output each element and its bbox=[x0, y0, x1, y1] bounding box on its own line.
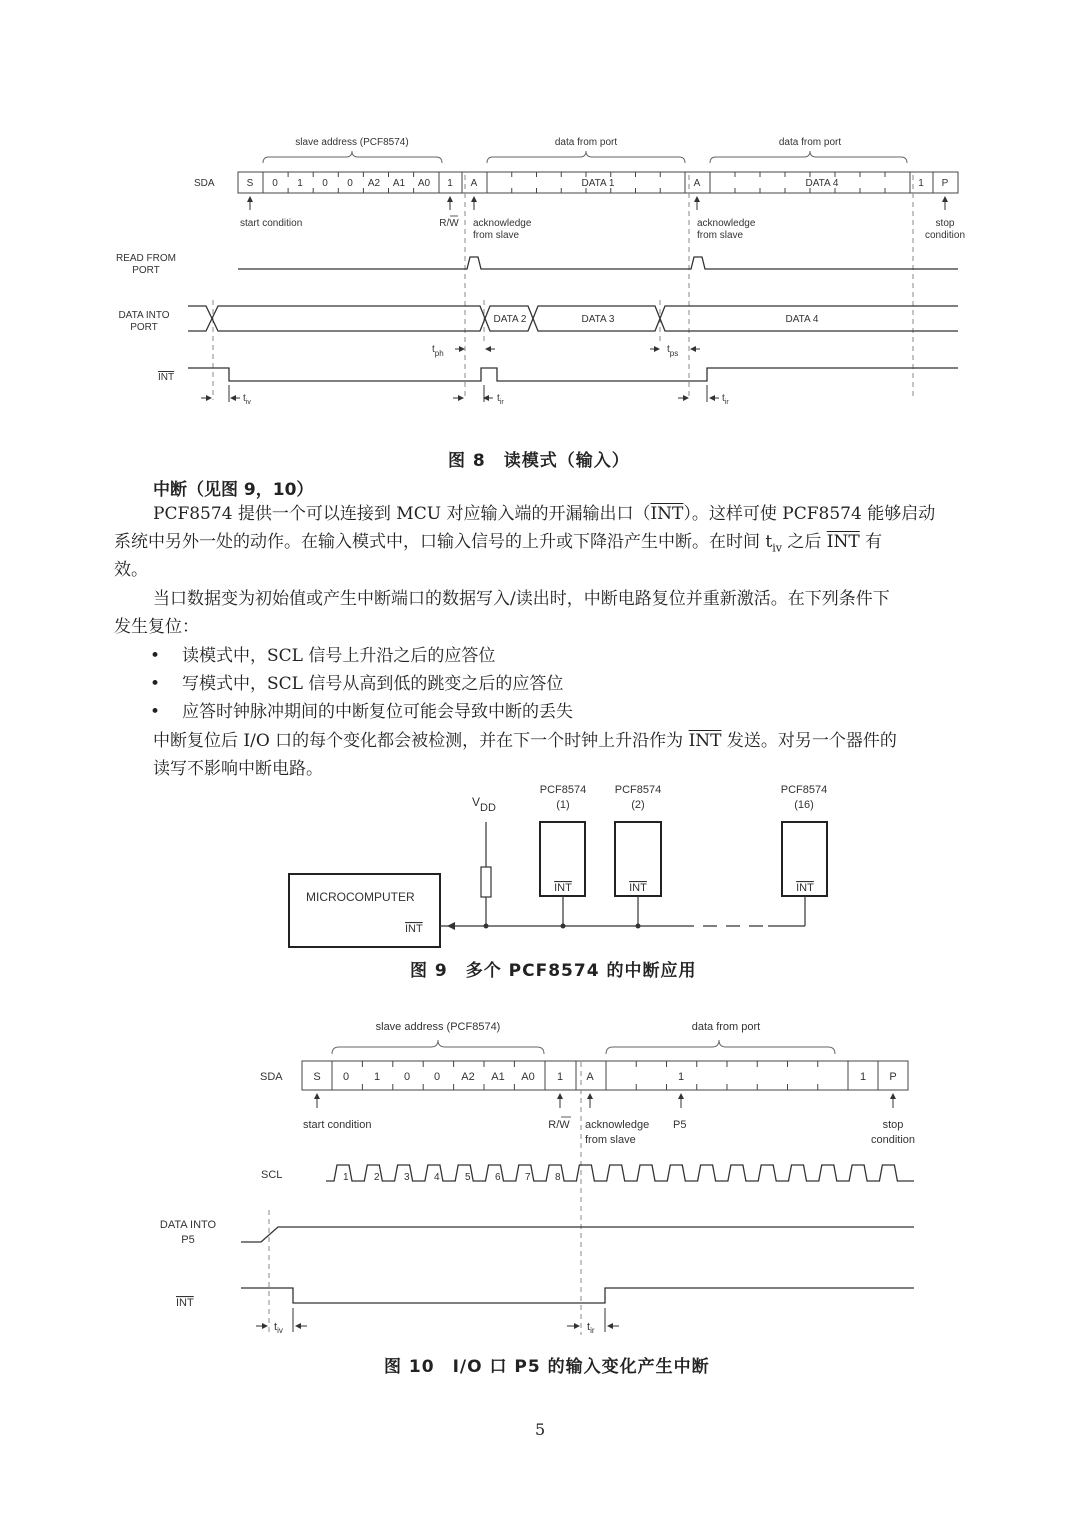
sda-cell: 1 bbox=[677, 1071, 685, 1083]
scl-pulse-number: 1 bbox=[343, 1172, 349, 1183]
data-into-p5-label-b: P5 bbox=[181, 1234, 195, 1246]
paragraph-3-line-2: 读写不影响中断电路。 bbox=[153, 759, 323, 779]
sda-cell: 0 bbox=[272, 178, 278, 189]
sda-cell: A2 bbox=[367, 178, 381, 189]
bullet-icon: • bbox=[150, 674, 161, 694]
start-condition-label: start condition bbox=[303, 1119, 372, 1131]
sda-cell: A1 bbox=[491, 1071, 505, 1083]
bullet-item bbox=[150, 670, 563, 698]
ack-label-1: acknowledge bbox=[473, 218, 532, 229]
dashed-guides bbox=[213, 175, 913, 400]
stop-label: stop bbox=[935, 218, 955, 229]
text-run: 中断复位后 I/O 口的每个变化都会被检测，并在下一个时钟上升沿作为 bbox=[153, 731, 689, 751]
scl-pulse-number: 5 bbox=[465, 1172, 471, 1183]
device-name: PCF8574 bbox=[614, 784, 662, 796]
bullet-icon: • bbox=[150, 702, 161, 722]
ack-label-b: from slave bbox=[585, 1134, 636, 1146]
device-int: INT bbox=[629, 882, 647, 894]
int-overline-text: $\overline{INT}$ bbox=[650, 504, 684, 524]
timing-ticks bbox=[229, 385, 707, 402]
stop-label: stop bbox=[882, 1119, 904, 1131]
sda-cell: 0 bbox=[322, 178, 328, 189]
page-number: 5 bbox=[535, 1420, 546, 1439]
rw-label: R/W bbox=[548, 1119, 570, 1131]
device-name: PCF8574 bbox=[539, 784, 587, 796]
paragraph-2-line-1: 当口数据变为初始值或产生中断端口的数据写入/读出时，中断电路复位并重新激活。在下列条件下 bbox=[153, 589, 890, 609]
sda-cells bbox=[313, 1071, 896, 1083]
bullet-item bbox=[150, 642, 495, 670]
data-into-port-label-b: PORT bbox=[130, 322, 158, 333]
sda-cell: P bbox=[889, 1071, 897, 1083]
sda-cell: 0 bbox=[342, 1071, 350, 1083]
device-int: INT bbox=[554, 882, 572, 894]
sda-cell: A bbox=[470, 178, 478, 189]
sda-cell: 1 bbox=[373, 1071, 381, 1083]
section-heading: 中断（见图 9，10） bbox=[153, 480, 314, 500]
int-signal bbox=[188, 368, 958, 381]
device-2 bbox=[615, 784, 661, 926]
sda-cell: 0 bbox=[433, 1071, 441, 1083]
brace-label-data-from-port-2: data from port bbox=[778, 137, 842, 148]
stop-label-b: condition bbox=[924, 230, 966, 241]
text-run: PCF8574 提供一个可以连接到 MCU 对应输入端的开漏输出口（ bbox=[153, 504, 651, 524]
stop-label-b: condition bbox=[870, 1134, 916, 1146]
data-segment: DATA 3 bbox=[581, 314, 615, 325]
sda-cell: A bbox=[586, 1071, 594, 1083]
bus-arrow-icon bbox=[447, 922, 455, 930]
sda-cell: 1 bbox=[447, 178, 453, 189]
device-16 bbox=[781, 784, 827, 926]
brace-label-data-from-port-1: data from port bbox=[554, 137, 618, 148]
int-label: INT bbox=[176, 1297, 194, 1309]
tir-label: $t_{ir}$ bbox=[497, 393, 504, 406]
text-run: 有 bbox=[859, 532, 883, 552]
sda-cell: 0 bbox=[403, 1071, 411, 1083]
figure-10-diagram bbox=[0, 1010, 1080, 1340]
figure-9-caption: 图 9 多个 PCF8574 的中断应用 bbox=[410, 961, 697, 981]
bullet-text: 读模式中，SCL 信号上升沿之后的应答位 bbox=[182, 646, 496, 666]
int-overline-text: $\overline{INT}$ bbox=[688, 731, 722, 751]
paragraph-1-line-2 bbox=[114, 528, 882, 562]
scl-pulse-number: 8 bbox=[555, 1172, 561, 1183]
text-run: 发送。对另一个器件的 bbox=[721, 731, 897, 751]
bullet-text: 应答时钟脉冲期间的中断复位可能会导致中断的丢失 bbox=[182, 702, 573, 722]
microcomputer-label: MICROCOMPUTER bbox=[306, 890, 415, 904]
tir-label-2: $t_{ir}$ bbox=[722, 393, 729, 406]
sda-cells bbox=[247, 178, 949, 189]
read-from-port-signal bbox=[238, 257, 958, 269]
data-into-port-label: DATA INTO bbox=[118, 310, 170, 321]
sda-cell: S bbox=[313, 1071, 321, 1083]
bullet-icon: • bbox=[150, 646, 161, 666]
data-into-port-signal bbox=[188, 306, 958, 331]
ack-label-2b: from slave bbox=[697, 230, 744, 241]
sda-cell: 1 bbox=[297, 178, 303, 189]
paragraph-1-line-3: 效。 bbox=[114, 560, 148, 580]
ack-label-2: acknowledge bbox=[697, 218, 756, 229]
paragraph-2-line-2: 发生复位： bbox=[114, 617, 199, 637]
device-1 bbox=[540, 784, 586, 926]
annotation-arrows bbox=[250, 197, 945, 210]
vdd-label: VDD bbox=[472, 795, 496, 814]
sda-label: SDA bbox=[194, 178, 215, 189]
timing-ticks bbox=[293, 1308, 605, 1332]
start-condition-label: start condition bbox=[240, 218, 303, 229]
sda-cell: P bbox=[941, 178, 949, 189]
figure-10-caption: 图 10 I/O 口 P5 的输入变化产生中断 bbox=[384, 1357, 710, 1377]
brace-label-slave-address: slave address (PCF8574) bbox=[295, 137, 409, 148]
scl-pulse-number: 7 bbox=[525, 1172, 531, 1183]
annotation-arrows bbox=[317, 1094, 893, 1108]
figure-9-diagram bbox=[0, 780, 1080, 955]
junction-dot bbox=[484, 924, 489, 929]
dashed-guides bbox=[269, 1062, 581, 1335]
paragraph-1-line-1 bbox=[153, 500, 935, 528]
sda-cell: A0 bbox=[417, 178, 431, 189]
scl-pulse-number: 4 bbox=[434, 1172, 440, 1183]
sda-label: SDA bbox=[260, 1071, 283, 1083]
scl-signal bbox=[326, 1165, 914, 1181]
int-signal bbox=[241, 1288, 914, 1303]
sda-cell: A2 bbox=[461, 1071, 475, 1083]
sda-cell: A bbox=[693, 178, 701, 189]
tph-label: $t_{ph}$ bbox=[432, 344, 444, 358]
figure-8-caption: 图 8 读模式（输入） bbox=[448, 451, 630, 471]
sda-cell: DATA 4 bbox=[805, 178, 839, 189]
sda-cell: DATA 1 bbox=[581, 178, 615, 189]
scl-label: SCL bbox=[261, 1169, 283, 1181]
braces bbox=[332, 1040, 835, 1054]
data-segment: DATA 4 bbox=[785, 314, 819, 325]
tiv-label: $t_{iv}$ bbox=[243, 393, 251, 406]
sda-cell: 1 bbox=[859, 1071, 867, 1083]
data-segment: DATA 2 bbox=[493, 314, 527, 325]
device-int: INT bbox=[796, 882, 814, 894]
rw-label: R/W bbox=[439, 218, 459, 229]
scl-pulse-number: 2 bbox=[374, 1172, 380, 1183]
text-run: ）。这样可使 PCF8574 能够启动 bbox=[683, 504, 936, 524]
p5-label: P5 bbox=[673, 1119, 687, 1131]
ack-label-1b: from slave bbox=[473, 230, 520, 241]
tiv-label: $t_{iv}$ bbox=[274, 1321, 283, 1335]
figure-8-diagram bbox=[0, 120, 1080, 420]
paragraph-3-line-1 bbox=[153, 727, 897, 755]
text-run: 系统中另外一处的动作。在输入模式中，口输入信号的上升或下降沿产生中断。在时间 t bbox=[114, 532, 773, 552]
int-overline-text: $\overline{INT}$ bbox=[826, 532, 860, 552]
pullup-resistor bbox=[481, 867, 491, 897]
device-index: (16) bbox=[794, 799, 814, 811]
bullet-item bbox=[150, 698, 573, 726]
device-index: (2) bbox=[631, 799, 645, 811]
data-into-p5-signal bbox=[241, 1227, 914, 1242]
ack-label: acknowledge bbox=[585, 1119, 650, 1131]
data-into-p5-label: DATA INTO bbox=[159, 1219, 217, 1231]
scl-pulse-number: 6 bbox=[495, 1172, 501, 1183]
sda-cell: A1 bbox=[392, 178, 406, 189]
read-from-port-label-b: PORT bbox=[132, 265, 160, 276]
microcomputer-int-label: INT bbox=[405, 923, 423, 935]
bullet-text: 写模式中，SCL 信号从高到低的跳变之后的应答位 bbox=[182, 674, 564, 694]
sda-cell: 1 bbox=[918, 178, 924, 189]
microcomputer-box bbox=[289, 874, 440, 947]
text-run: 之后 bbox=[781, 532, 827, 552]
sda-cell: 0 bbox=[347, 178, 353, 189]
sda-cell: S bbox=[246, 178, 254, 189]
device-index: (1) bbox=[556, 799, 570, 811]
scl-pulse-number: 3 bbox=[404, 1172, 410, 1183]
device-name: PCF8574 bbox=[780, 784, 828, 796]
brace-label-data-from-port: data from port bbox=[691, 1021, 761, 1033]
sda-cell: 1 bbox=[556, 1071, 564, 1083]
tir-label: $t_{ir}$ bbox=[587, 1321, 595, 1335]
braces bbox=[263, 151, 907, 163]
subscript: iv bbox=[772, 541, 782, 555]
tps-label: $t_{ps}$ bbox=[667, 344, 679, 358]
sda-cell: A0 bbox=[521, 1071, 535, 1083]
brace-label-slave-address: slave address (PCF8574) bbox=[375, 1021, 501, 1033]
read-from-port-label: READ FROM bbox=[116, 253, 176, 264]
int-label: INT bbox=[158, 372, 175, 383]
